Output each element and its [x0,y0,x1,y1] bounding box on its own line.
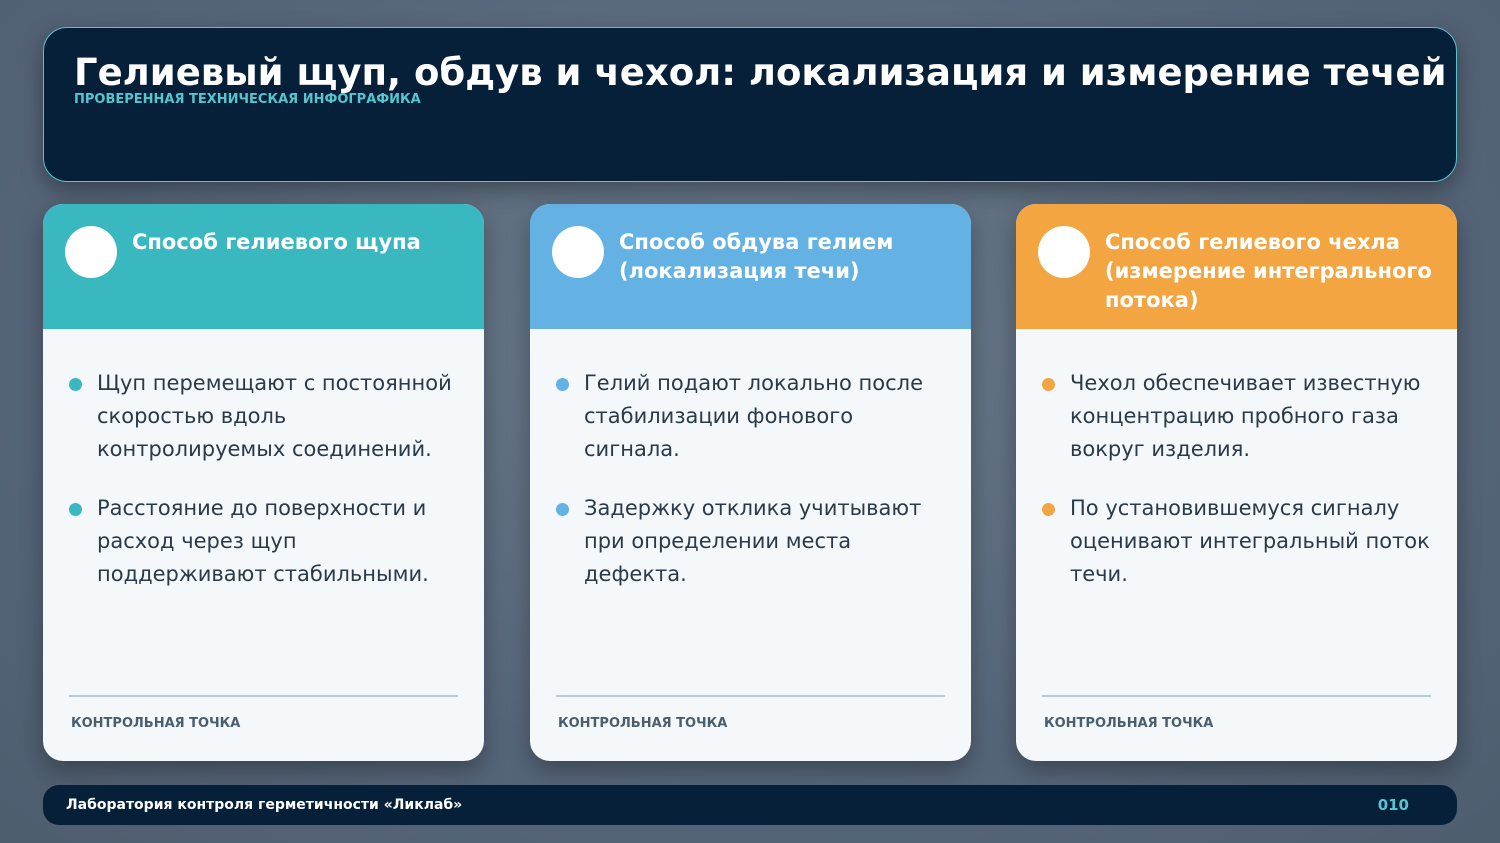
card-header [43,204,484,329]
bullet-item [556,492,947,591]
card-hood-method [1016,204,1457,761]
page-title: Гелиевый щуп, обдув и чехол: локализация и измерение течей [74,51,1447,94]
card-body [530,329,971,591]
step-number: 1 [78,231,90,250]
bullet-text: Задержку отклика учитывают при определении места дефекта. [584,496,922,586]
card-divider [556,695,945,697]
bullet-dot-icon [556,378,569,391]
card-title: Способ гелиевого щупа [132,230,421,254]
bullet-dot-icon [556,503,569,516]
bullet-item [69,367,460,466]
bullet-text: Чехол обеспечивает известную концентрацию пробного газа вокруг изделия. [1070,371,1421,461]
page-number: 010 [1377,796,1409,814]
bullet-item [1042,367,1433,466]
card-divider [1042,695,1431,697]
header-panel [43,27,1457,182]
card-title: Способ гелиевого чехла (измерение интегрального потока) [1105,230,1432,312]
step-badge [65,226,117,278]
footer-bar [43,785,1457,825]
card-divider [69,695,458,697]
card-footer-label: КОНТРОЛЬНАЯ ТОЧКА [558,716,728,731]
card-header [1016,204,1457,329]
card-body [43,329,484,591]
card-blow-method [530,204,971,761]
bullet-text: Расстояние до поверхности и расход через щуп поддерживают стабильными. [97,496,429,586]
step-badge [1038,226,1090,278]
bullet-dot-icon [69,503,82,516]
card-title: Способ обдува гелием (локализация течи) [619,230,894,283]
step-badge [552,226,604,278]
bullet-item [1042,492,1433,591]
card-probe-method [43,204,484,761]
bullet-text: Гелий подают локально после стабилизации фонового сигнала. [584,371,924,461]
step-number: 3 [1051,231,1063,250]
bullet-text: Щуп перемещают с постоянной скоростью вдоль контролируемых соединений. [97,371,452,461]
card-footer-label: КОНТРОЛЬНАЯ ТОЧКА [71,716,241,731]
card-header [530,204,971,329]
bullet-dot-icon [1042,503,1055,516]
card-body [1016,329,1457,591]
card-footer-label: КОНТРОЛЬНАЯ ТОЧКА [1044,716,1214,731]
bullet-text: По установившемуся сигналу оценивают интегральный поток течи. [1070,496,1430,586]
footer-lab-name: Лаборатория контроля герметичности «Ликлаб» [66,797,463,813]
step-number: 2 [565,231,577,250]
bullet-item [69,492,460,591]
page-subtitle: ПРОВЕРЕННАЯ ТЕХНИЧЕСКАЯ ИНФОГРАФИКА [74,92,421,107]
bullet-item [556,367,947,466]
bullet-dot-icon [69,378,82,391]
bullet-dot-icon [1042,378,1055,391]
